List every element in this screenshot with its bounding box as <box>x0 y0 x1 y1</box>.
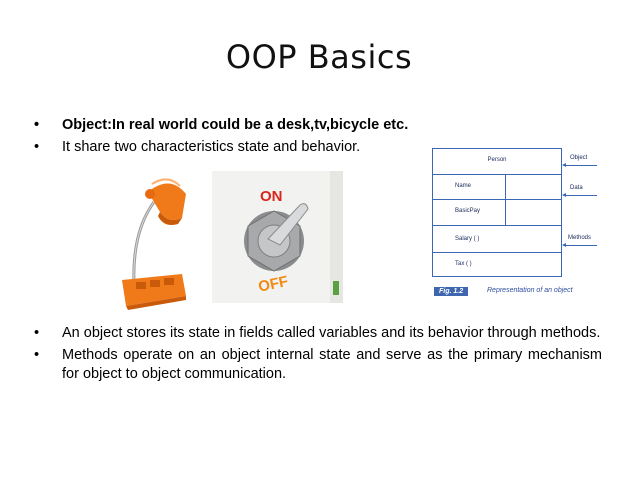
bullet-text: An object stores its state in fields called variables and its behavior through methods. <box>62 325 601 341</box>
object-table <box>432 148 562 277</box>
data-label: Data <box>570 185 583 191</box>
table-divider <box>433 252 561 253</box>
bullet-marker: • <box>34 139 40 155</box>
figure-number-badge: Fig. 1.2 <box>434 287 468 296</box>
class-name-cell: Person <box>487 157 507 163</box>
bullet-marker: • <box>34 347 40 363</box>
figure-caption: Representation of an object <box>487 287 573 294</box>
slide-title: OOP Basics <box>225 38 413 76</box>
bullet-list-bottom <box>34 324 602 387</box>
data-arrow <box>565 195 597 196</box>
bullet-marker: • <box>34 325 40 341</box>
bullet-item-methods <box>34 346 602 384</box>
bullet-item-state <box>34 324 602 343</box>
methods-label: Methods <box>568 235 592 241</box>
bullet-item-object <box>34 116 602 135</box>
bullet-text: Object:In real world could be a desk,tv,bicycle etc. <box>62 117 409 133</box>
bullet-text: Methods operate on an object internal state and serve as the primary mechanism for object to object communication. <box>62 347 602 382</box>
field-cell: BasicPay <box>455 208 481 214</box>
table-divider <box>433 225 561 226</box>
bullet-text: It share two characteristics state and behavior. <box>62 139 361 155</box>
object-arrow <box>565 165 597 166</box>
field-cell: Name <box>455 183 472 189</box>
table-divider <box>433 174 561 175</box>
bullet-marker: • <box>34 117 40 133</box>
method-cell: Tax ( ) <box>455 261 472 267</box>
table-divider <box>505 174 506 225</box>
method-cell: Salary ( ) <box>455 236 480 242</box>
object-diagram <box>425 145 601 303</box>
switch-off-label: OFF <box>256 272 290 296</box>
on-off-switch-image <box>212 171 343 303</box>
methods-arrow <box>565 245 597 246</box>
object-label: Object <box>570 155 588 161</box>
switch-on-label: ON <box>260 188 283 205</box>
table-divider <box>433 199 561 200</box>
desk-lamp-image <box>112 172 202 310</box>
